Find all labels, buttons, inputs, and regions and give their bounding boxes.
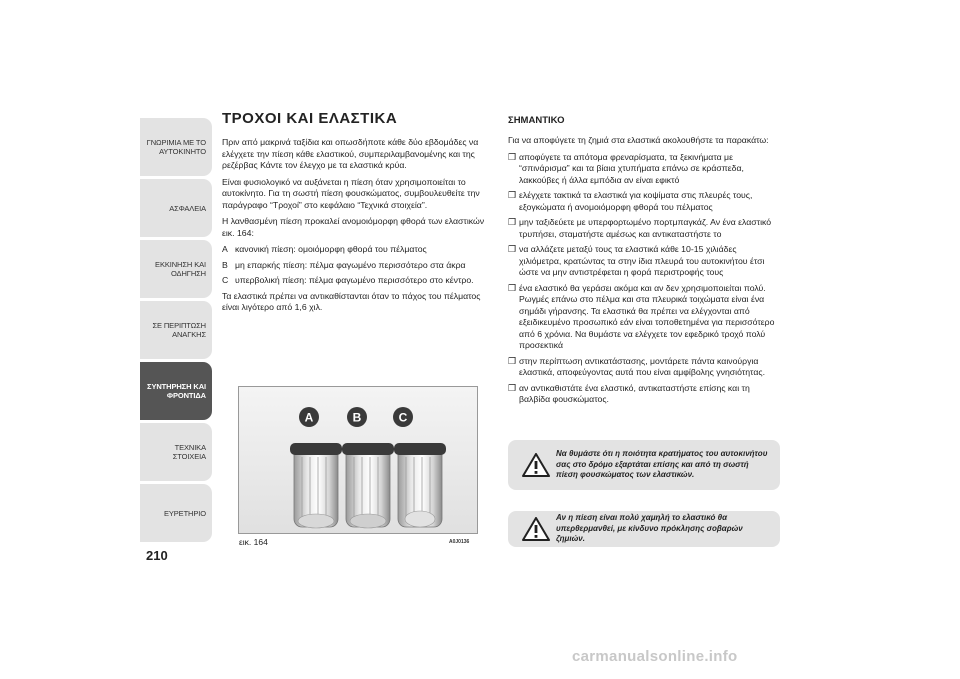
note-column xyxy=(508,115,780,410)
list-item xyxy=(508,383,780,406)
list-item xyxy=(508,283,780,352)
warning-box xyxy=(508,511,780,547)
list-letter: A xyxy=(222,244,228,254)
warning-text: Να θυμάστε ότι η ποιότητα κρατήματος του αυτοκινήτου σας στο δρόμο εξαρτάται επίσης και από τη σωστή πίεση φουσκώματος των ελαστικών. xyxy=(556,449,768,480)
bullet-text: στην περίπτωση αντικατάστασης, μοντάρετε πάντα καινούργια ελαστικά, αποφεύγοντας αυτά που είναι αμφίβολης γνησιότητας. xyxy=(519,355,765,377)
sidebar-tab-label: ΕΚΚΙΝΗΣΗ ΚΑΙ ΟΔΗΓΗΣΗ xyxy=(155,260,206,278)
list-letter: C xyxy=(222,275,229,285)
sidebar-tab-label: ΓΝΩΡΙΜΙΑ ΜΕ ΤΟ ΑΥΤΟΚΙΝΗΤΟ xyxy=(146,138,206,156)
tire-wear-figure xyxy=(238,386,478,534)
paragraph: Είναι φυσιολογικό να αυξάνεται η πίεση όταν χρησιμοποιείται το αυτοκίνητο. Για τη σωστή πίεση φουσκώματος, συμβουλευθείτε την παράγραφο “Τροχοί” στο κεφάλαιο “Τεχνικά στοιχεία”. xyxy=(222,176,480,210)
sidebar-tab-label: ΣΕ ΠΕΡΙΠΤΩΣΗ ΑΝΑΓΚΗΣ xyxy=(152,321,206,339)
list-item xyxy=(508,356,780,379)
checkbox-bullet-icon: ❒ xyxy=(508,282,517,293)
tire-b-icon xyxy=(342,443,394,528)
list-item xyxy=(222,275,490,287)
page-title: ΤΡΟΧΟΙ ΚΑΙ ΕΛΑΣΤΙΚΑ xyxy=(222,110,398,127)
label-b: B xyxy=(352,410,362,425)
sidebar-tab-emergency[interactable] xyxy=(140,301,212,359)
sidebar-tab-getting-to-know[interactable] xyxy=(140,118,212,176)
note-title: ΣΗΜΑΝΤΙΚΟ xyxy=(508,115,565,126)
paragraph: Πριν από μακρινά ταξίδια και οπωσδήποτε κάθε δύο εβδομάδες να ελέγχετε την πίεση κάθε ελαστικού, συμπεριλαμβανομένης και της ρεζέρβας Κάντε τον έλεγχο με τα ελαστικά κρύα. xyxy=(222,137,479,170)
list-text: μη επαρκής πίεση: πέλμα φαγωμένο περισσότερο στα άκρα xyxy=(235,259,466,270)
bullet-text: να αλλάζετε μεταξύ τους τα ελαστικά κάθε 10-15 χιλιάδες χιλιόμετρα, κρατώντας τα στην ίδια πλευρά του αυτοκινήτου έτσι ώστε να μην αντιστρέφεται η φορά περιστροφής τους xyxy=(519,244,765,277)
paragraph: Η λανθασμένη πίεση προκαλεί ανομοιόμορφη φθορά των ελαστικών εικ. 164: xyxy=(222,216,485,238)
warning-triangle-icon xyxy=(516,453,556,477)
list-item xyxy=(508,244,780,279)
warning-box xyxy=(508,440,780,490)
bullet-text: ένα ελαστικό θα γεράσει ακόμα και αν δεν χρησιμοποιείται πολύ. Ρωγμές επάνω στο πέλμα και στα πλευρικά τοιχώματα είναι ένα σημάδι γήρανσης. Τα ελαστικά θα πρέπει να ελέγχονται από εξειδικευμένο προσωπικό εάν είναι τοποθετημένα για περισσότερο από 6 χρόνια. Να θυμάστε να ελέγχετε τον εφεδρικό τροχό πολύ προσεκτικά xyxy=(519,282,775,350)
tire-a-icon xyxy=(290,443,342,528)
bullet-text: ελέγχετε τακτικά τα ελαστικά για κοψίματα στις πλευρές τους, εξογκώματα ή ανομοιόμορφη φθορά του πέλματος xyxy=(519,190,753,212)
list-item xyxy=(508,217,780,240)
list-text: κανονική πίεση: ομοιόμορφη φθορά του πέλματος xyxy=(235,244,427,254)
bullet-text: αν αντικαθιστάτε ένα ελαστικό, αντικαταστήστε επίσης και τη βαλβίδα φουσκώματος. xyxy=(519,382,750,404)
list-letter: B xyxy=(222,259,228,270)
list-item xyxy=(222,260,490,272)
list-text: υπερβολική πίεση: πέλμα φαγωμένο περισσότερο στο κέντρο. xyxy=(235,275,474,285)
list-item xyxy=(508,190,780,213)
site-watermark: carmanualsonline.info xyxy=(572,648,738,665)
checkbox-bullet-icon: ❒ xyxy=(508,190,517,200)
checkbox-bullet-icon: ❒ xyxy=(508,355,517,366)
checkbox-bullet-icon: ❒ xyxy=(508,151,517,162)
sidebar-tab-label: ΣΥΝΤΗΡΗΣΗ ΚΑΙ ΦΡΟΝΤΙΔΑ xyxy=(147,382,206,400)
sidebar-tab-label: ΤΕΧΝΙΚΑ ΣΤΟΙΧΕΙΑ xyxy=(172,443,206,461)
warning-triangle-icon xyxy=(516,517,556,541)
sidebar-tab-starting-driving[interactable] xyxy=(140,240,212,298)
warning-text: Αν η πίεση είναι πολύ χαμηλή το ελαστικό θα υπερθερμανθεί, με κίνδυνο πρόκλησης σοβαρών ζημιών. xyxy=(556,513,743,544)
list-item xyxy=(508,152,780,187)
main-column xyxy=(222,110,490,319)
list-item xyxy=(222,244,490,256)
sidebar-tab-label: ΑΣΦΑΛΕΙΑ xyxy=(169,203,206,213)
bullet-text: μην ταξιδεύετε με υπερφορτωμένο πορτμπαγκάζ. Αν ένα ελαστικό τρυπήσει, σταματήστε αμέσως και αντικαταστήστε το xyxy=(519,217,772,239)
sidebar-tab-safety[interactable] xyxy=(140,179,212,237)
figure-code: A0J0136 xyxy=(449,539,470,545)
tire-c-icon xyxy=(394,443,446,527)
sidebar-tab-index[interactable] xyxy=(140,484,212,542)
checkbox-bullet-icon: ❒ xyxy=(508,382,517,393)
sidebar-tab-maintenance[interactable] xyxy=(140,362,212,420)
checkbox-bullet-icon: ❒ xyxy=(508,217,517,227)
label-c: C xyxy=(398,410,408,425)
checkbox-bullet-icon: ❒ xyxy=(508,244,517,254)
figure-caption: εικ. 164 xyxy=(239,537,268,547)
paragraph: Τα ελαστικά πρέπει να αντικαθίστανται όταν το πάχος του πέλματος είναι λιγότερο από 1,6 χιλ. xyxy=(222,290,481,312)
sidebar-tab-technical-data[interactable] xyxy=(140,423,212,481)
tire-wear-illustration xyxy=(239,387,478,534)
label-a: A xyxy=(304,410,314,425)
note-intro: Για να αποφύγετε τη ζημιά στα ελαστικά ακολουθήστε τα παρακάτω: xyxy=(508,135,769,145)
page-number: 210 xyxy=(146,548,168,563)
bullet-text: αποφύγετε τα απότομα φρεναρίσματα, τα ξεκινήματα με “σπινάρισμα” και τα βίαια χτυπήματα επάνω σε κράσπεδα, λακκούβες ή άλλα εμπόδια αν είναι εφικτό xyxy=(519,151,744,185)
sidebar-tab-label: ΕΥΡΕΤΗΡΙΟ xyxy=(163,508,206,518)
